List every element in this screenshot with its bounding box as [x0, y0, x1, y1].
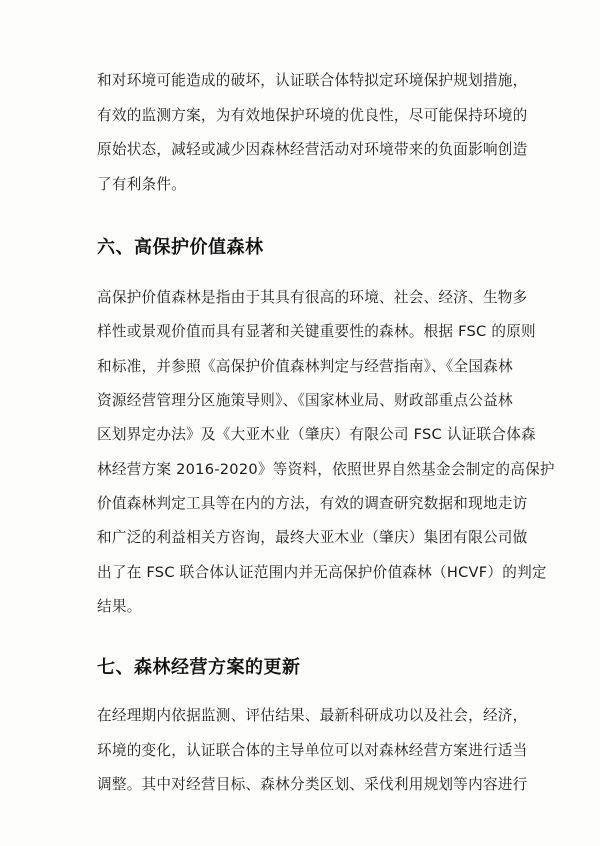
paragraph-line: 和广泛的利益相关方咨询，最终大亚木业（肇庆）集团有限公司做 — [97, 529, 528, 546]
section-6-heading: 六、高保护价值森林 — [97, 237, 264, 258]
paragraph-line: 了有利条件。 — [97, 176, 187, 193]
paragraph-line: 环境的变化，认证联合体的主导单位可以对森林经营方案进行适当 — [97, 742, 528, 759]
paragraph-line: 高保护价值森林是指由于其具有很高的环境、社会、经济、生物多 — [97, 289, 528, 306]
paragraph-line: 出了在 FSC 联合体认证范围内并无高保护价值森林（HCVF）的判定 — [97, 564, 547, 581]
paragraph-line: 在经理期内依据监测、评估结果、最新科研成功以及社会，经济， — [97, 707, 528, 724]
paragraph-line: 和对环境可能造成的破坏，认证联合体特拟定环境保护规划措施， — [97, 72, 528, 89]
paragraph-line: 样性或景观价值而具有显著和关键重要性的森林。根据 FSC 的原则 — [97, 323, 536, 340]
paragraph-line: 价值森林判定工具等在内的方法，有效的调查研究数据和现地走访 — [97, 495, 528, 512]
paragraph-line: 区划界定办法》及《大亚木业（肇庆）有限公司 FSC 认证联合体森 — [97, 426, 536, 443]
paragraph-line: 调整。其中对经营目标、森林分类区划、采伐利用规划等内容进行 — [97, 776, 528, 793]
section-7-heading: 七、森林经营方案的更新 — [97, 657, 301, 678]
paragraph-line: 有效的监测方案，为有效地保护环境的优良性，尽可能保持环境的 — [97, 107, 528, 124]
paragraph-line: 资源经营管理分区施策导则》、《国家林业局、财政部重点公益林 — [97, 392, 513, 409]
paragraph-line: 林经营方案 2016-2020》等资料，依照世界自然基金会制定的高保护 — [97, 461, 555, 478]
paragraph-line: 和标准，并参照《高保护价值森林判定与经营指南》、《全国森林 — [97, 358, 513, 375]
paragraph-line: 结果。 — [97, 598, 142, 615]
paragraph-line: 原始状态，减轻或减少因森林经营活动对环境带来的负面影响创造 — [97, 141, 528, 158]
